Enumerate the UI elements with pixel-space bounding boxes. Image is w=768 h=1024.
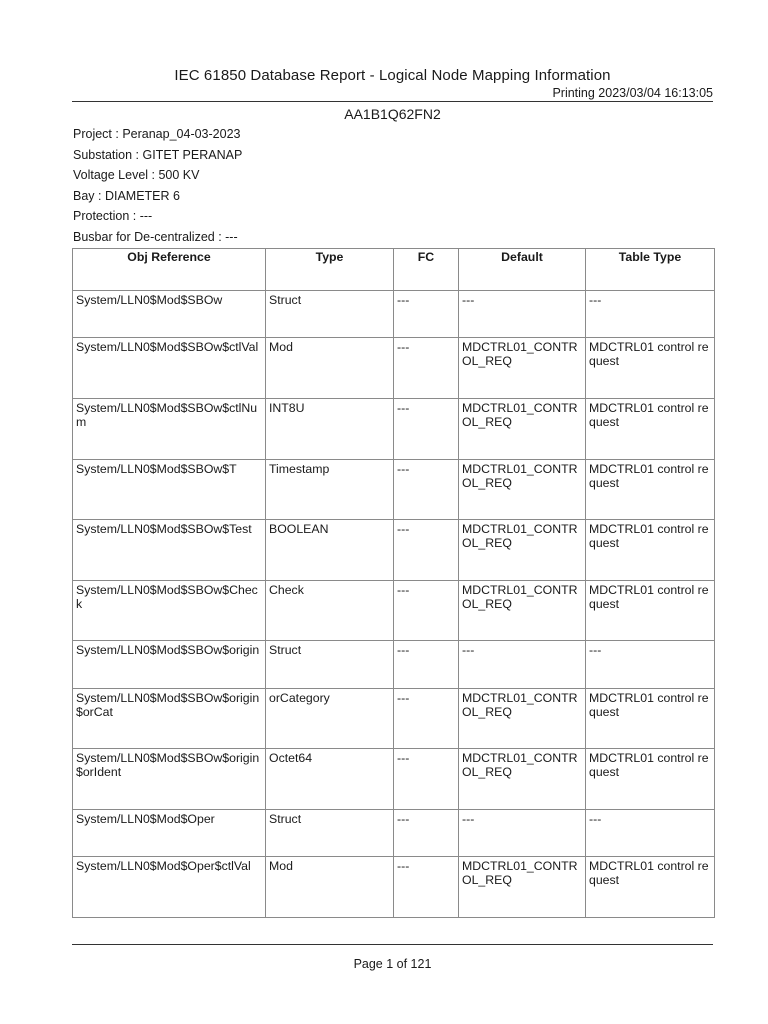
cell-obj-reference: System/LLN0$Mod$SBOw$origin$orIdent: [73, 749, 266, 810]
cell-default: ---: [459, 291, 586, 338]
cell-table-type: ---: [586, 810, 715, 857]
cell-default: MDCTRL01_CONTROL_REQ: [459, 399, 586, 460]
cell-type: Mod: [266, 857, 394, 918]
cell-obj-reference: System/LLN0$Mod$SBOw$T: [73, 460, 266, 520]
header-default: Default: [459, 249, 586, 291]
cell-obj-reference: System/LLN0$Mod$SBOw$ctlNum: [73, 399, 266, 460]
cell-obj-reference: System/LLN0$Mod$SBOw$Check: [73, 581, 266, 641]
cell-obj-reference: System/LLN0$Mod$SBOw$ctlVal: [73, 338, 266, 399]
cell-default: MDCTRL01_CONTROL_REQ: [459, 689, 586, 749]
cell-obj-reference: System/LLN0$Mod$SBOw: [73, 291, 266, 338]
cell-type: Struct: [266, 641, 394, 689]
header-divider: [72, 101, 713, 102]
busbar-line: Busbar for De-centralized : ---: [73, 230, 238, 244]
cell-obj-reference: System/LLN0$Mod$SBOw$Test: [73, 520, 266, 581]
bay-line: Bay : DIAMETER 6: [73, 189, 180, 203]
substation-line: Substation : GITET PERANAP: [73, 148, 243, 162]
printing-timestamp: Printing 2023/03/04 16:13:05: [552, 86, 713, 100]
table-row: [73, 291, 715, 338]
cell-default: MDCTRL01_CONTROL_REQ: [459, 857, 586, 918]
footer-divider: [72, 944, 713, 945]
cell-fc: ---: [394, 857, 459, 918]
cell-default: MDCTRL01_CONTROL_REQ: [459, 749, 586, 810]
cell-table-type: ---: [586, 641, 715, 689]
table-row: [73, 399, 715, 460]
table-row: [73, 641, 715, 689]
cell-default: MDCTRL01_CONTROL_REQ: [459, 460, 586, 520]
header-fc: FC: [394, 249, 459, 291]
table-row: [73, 857, 715, 918]
cell-fc: ---: [394, 810, 459, 857]
cell-table-type: MDCTRL01 control request: [586, 581, 715, 641]
page-number: Page 1 of 121: [353, 957, 432, 971]
project-line: Project : Peranap_04-03-2023: [73, 127, 241, 141]
cell-type: Mod: [266, 338, 394, 399]
cell-type: Struct: [266, 810, 394, 857]
table-row: [73, 749, 715, 810]
cell-obj-reference: System/LLN0$Mod$SBOw$origin: [73, 641, 266, 689]
cell-fc: ---: [394, 291, 459, 338]
cell-fc: ---: [394, 399, 459, 460]
cell-table-type: MDCTRL01 control request: [586, 857, 715, 918]
cell-type: orCategory: [266, 689, 394, 749]
cell-default: MDCTRL01_CONTROL_REQ: [459, 338, 586, 399]
cell-default: MDCTRL01_CONTROL_REQ: [459, 581, 586, 641]
table-row: [73, 338, 715, 399]
cell-type: Check: [266, 581, 394, 641]
header-obj-reference: Obj Reference: [73, 249, 266, 291]
cell-table-type: MDCTRL01 control request: [586, 399, 715, 460]
table-row: [73, 689, 715, 749]
cell-fc: ---: [394, 581, 459, 641]
protection-line: Protection : ---: [73, 209, 153, 223]
cell-type: Octet64: [266, 749, 394, 810]
cell-type: BOOLEAN: [266, 520, 394, 581]
cell-fc: ---: [394, 689, 459, 749]
cell-table-type: MDCTRL01 control request: [586, 689, 715, 749]
device-name: AA1B1Q62FN2: [344, 106, 441, 122]
table-row: [73, 810, 715, 857]
cell-fc: ---: [394, 641, 459, 689]
cell-table-type: MDCTRL01 control request: [586, 749, 715, 810]
cell-default: ---: [459, 641, 586, 689]
cell-fc: ---: [394, 338, 459, 399]
cell-table-type: ---: [586, 291, 715, 338]
cell-default: MDCTRL01_CONTROL_REQ: [459, 520, 586, 581]
cell-fc: ---: [394, 520, 459, 581]
voltage-line: Voltage Level : 500 KV: [73, 168, 200, 182]
table-row: [73, 581, 715, 641]
cell-table-type: MDCTRL01 control request: [586, 338, 715, 399]
table-row: [73, 460, 715, 520]
cell-type: Struct: [266, 291, 394, 338]
table-row: [73, 520, 715, 581]
cell-obj-reference: System/LLN0$Mod$SBOw$origin$orCat: [73, 689, 266, 749]
cell-obj-reference: System/LLN0$Mod$Oper: [73, 810, 266, 857]
cell-type: Timestamp: [266, 460, 394, 520]
cell-default: ---: [459, 810, 586, 857]
cell-table-type: MDCTRL01 control request: [586, 460, 715, 520]
header-type: Type: [266, 249, 394, 291]
cell-obj-reference: System/LLN0$Mod$Oper$ctlVal: [73, 857, 266, 918]
mapping-table: [72, 248, 715, 918]
table-header-row: [73, 249, 715, 291]
header-table-type: Table Type: [586, 249, 715, 291]
cell-fc: ---: [394, 749, 459, 810]
cell-fc: ---: [394, 460, 459, 520]
cell-type: INT8U: [266, 399, 394, 460]
cell-table-type: MDCTRL01 control request: [586, 520, 715, 581]
report-title: IEC 61850 Database Report - Logical Node Mapping Information: [174, 67, 611, 84]
